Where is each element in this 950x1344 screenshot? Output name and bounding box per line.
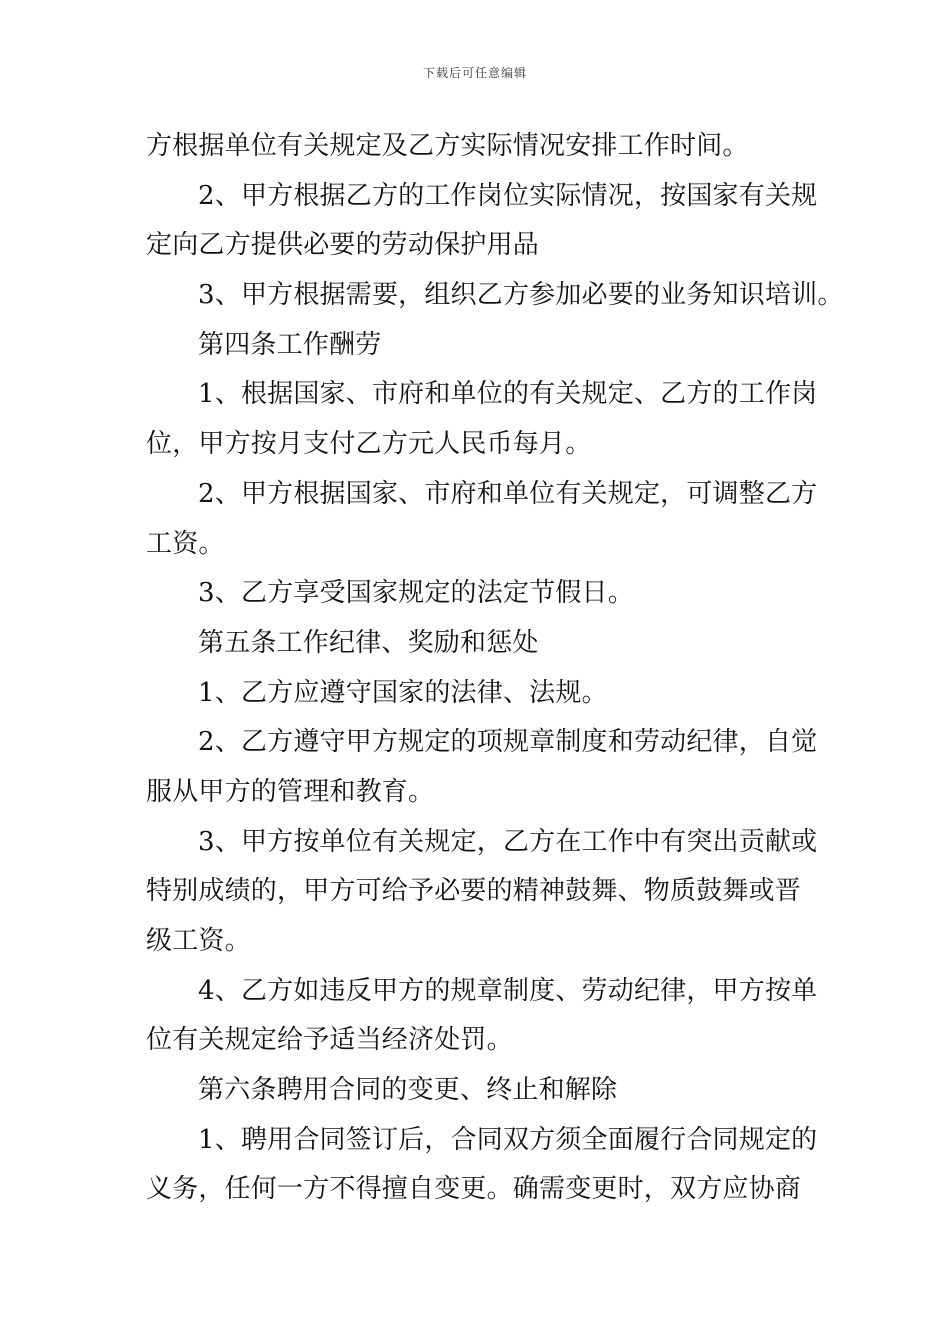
- section-heading: 第四条工作酬劳: [198, 329, 382, 360]
- header-note: 下载后可任意编辑: [422, 66, 527, 80]
- section-heading: 第六条聘用合同的变更、终止和解除: [198, 1075, 618, 1106]
- text-line: 级工资。: [146, 926, 251, 956]
- text-line: 位，甲方按月支付乙方元人民币每月。: [146, 429, 592, 460]
- text-line: 1、根据国家、市府和单位的有关规定、乙方的工作岗: [198, 379, 818, 410]
- text-line: 3、甲方根据需要，组织乙方参加必要的业务知识培训。: [198, 280, 844, 311]
- text-line: 2、乙方遵守甲方规定的项规章制度和劳动纪律，自觉: [198, 727, 818, 758]
- text-line: 位有关规定给予适当经济处罚。: [146, 1025, 513, 1056]
- text-line: 4、乙方如违反甲方的规章制度、劳动纪律，甲方按单: [198, 975, 818, 1006]
- text-line: 2、甲方根据国家、市府和单位有关规定，可调整乙方: [198, 478, 818, 509]
- text-line: 2、甲方根据乙方的工作岗位实际情况，按国家有关规: [198, 180, 818, 211]
- text-line: 方根据单位有关规定及乙方实际情况安排工作时间。: [146, 131, 749, 161]
- text-line: 服从甲方的管理和教育。: [146, 776, 435, 807]
- section-heading: 第五条工作纪律、奖励和惩处: [198, 627, 539, 658]
- text-line: 定向乙方提供必要的劳动保护用品: [146, 230, 540, 261]
- text-line: 特别成绩的，甲方可给予必要的精神鼓舞、物质鼓舞或晋: [146, 876, 802, 907]
- text-line: 工资。: [146, 528, 225, 559]
- text-line: 义务，任何一方不得擅自变更。确需变更时，双方应协商: [146, 1174, 802, 1205]
- text-line: 3、乙方享受国家规定的法定节假日。: [198, 578, 634, 609]
- document-body: [146, 122, 844, 1215]
- text-line: 1、乙方应遵守国家的法律、法规。: [198, 677, 608, 708]
- text-line: 1、聘用合同签订后，合同双方须全面履行合同规定的: [198, 1124, 818, 1155]
- text-line: 3、甲方按单位有关规定，乙方在工作中有突出贡献或: [198, 826, 818, 857]
